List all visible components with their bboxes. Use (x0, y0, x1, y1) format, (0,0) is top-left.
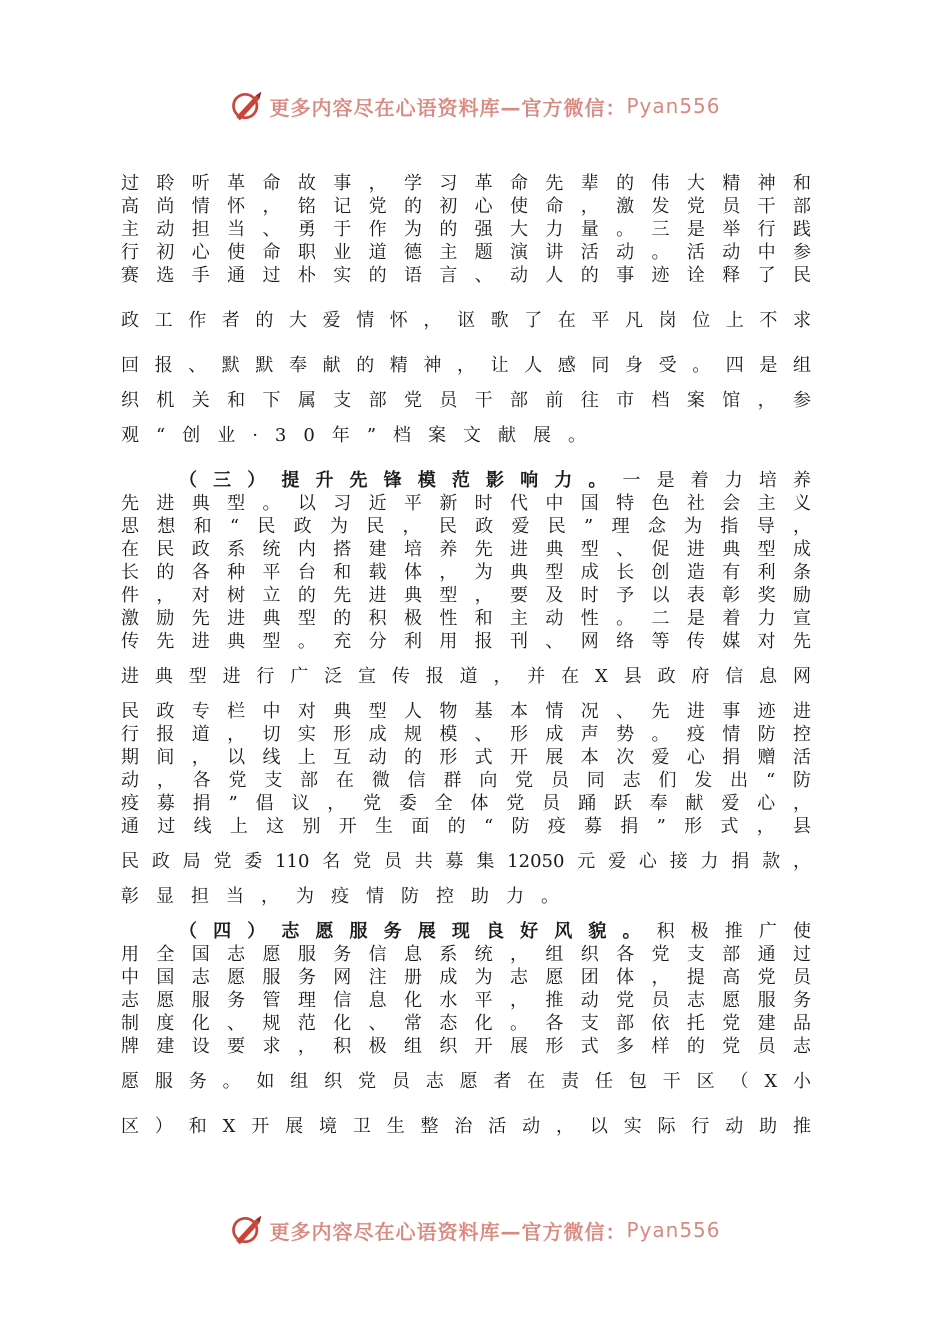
section-heading-line (121, 469, 811, 492)
text-line: 思想和“民政为民，民政爱民”理念为指导， (121, 516, 811, 537)
pen-logo-icon (229, 1212, 265, 1248)
header-banner-text: 更多内容尽在心语资料库—官方微信： (269, 95, 627, 120)
text-line: 行报道，切实形成规模、形成声势。疫情防控 (121, 724, 811, 745)
footer-banner-text: 更多内容尽在心语资料库—官方微信： (269, 1219, 627, 1244)
section-heading-line (121, 920, 811, 943)
text-line: 件，对树立的先进典型，要及时予以表彰奖励 (121, 585, 811, 606)
text-line: 志愿服务管理信息化水平，推动党员志愿服务 (121, 990, 811, 1011)
section-heading-4: （四）志愿服务展现良好风貌。 (179, 921, 657, 942)
text-line: 期间，以线上互动的形式开展本次爱心捐赠活 (121, 747, 811, 768)
text-line: 通过线上这别开生面的“防疫募捐”形式，县 (121, 816, 811, 837)
text-line: 在民政系统内搭建培养先进典型、促进典型成 (121, 539, 811, 560)
text-line: 进典型进行广泛宣传报道，并在X县政府信息网 (121, 666, 811, 687)
text-line: 区）和X开展境卫生整治活动，以实际行动助推 (121, 1116, 811, 1137)
text-line: 行初心使命职业道德主题演讲活动。活动中参 (121, 242, 811, 263)
text-line: 回报、默默奉献的精神，让人感同身受。四是组 (121, 355, 811, 376)
text-line: 观“创业·30年”档案文献展。 (121, 425, 604, 446)
text-line: 民政局党委110名党员共募集12050元爱心接力捐款， (121, 851, 811, 872)
text-line: 疫募捐”倡议，党委全体党员踊跃奉献爱心， (121, 793, 811, 814)
footer-wechat-id: Pyan556 (626, 1218, 721, 1242)
text-fragment: 一是着力培养 (622, 470, 812, 491)
section-heading-3: （三）提升先锋模范影响力。 (179, 470, 623, 491)
pen-logo-icon (229, 88, 265, 124)
header-wechat-id: Pyan556 (626, 94, 721, 118)
text-line: 用全国志愿服务信息系统，组织各党支部通过 (121, 944, 811, 965)
text-line: 传先进典型。充分利用报刊、网络等传媒对先 (121, 631, 811, 652)
text-line: 制度化、规范化、常态化。各支部依托党建品 (121, 1013, 811, 1034)
text-line: 彰显担当，为疫情防控助力。 (121, 886, 576, 907)
text-fragment: 积极推广使 (656, 921, 812, 942)
text-line: 赛选手通过朴实的语言、动人的事迹诠释了民 (121, 265, 811, 286)
header-banner (0, 86, 950, 126)
text-line: 主动担当、勇于作为的强大力量。三是举行践 (121, 219, 811, 240)
text-line: 先进典型。以习近平新时代中国特色社会主义 (121, 493, 811, 514)
text-line: 过聆听革命故事，学习革命先辈的伟大精神和 (121, 173, 811, 194)
paragraph-1 (121, 172, 811, 447)
text-line: 动，各党支部在微信群向党员同志们发出“防 (121, 770, 811, 791)
document-body (121, 172, 811, 1138)
footer-banner (0, 1210, 950, 1250)
text-line: 愿服务。如组织党员志愿者在责任包干区（X小 (121, 1071, 811, 1092)
text-line: 中国志愿服务网注册成为志愿团体，提高党员 (121, 967, 811, 988)
paragraph-3 (121, 920, 811, 1138)
text-line: 高尚情怀，铭记党的初心使命，激发党员干部 (121, 196, 811, 217)
text-line: 政工作者的大爱情怀，讴歌了在平凡岗位上不求 (121, 310, 811, 331)
paragraph-2 (121, 469, 811, 908)
text-line: 激励先进典型的积极性和主动性。二是着力宣 (121, 608, 811, 629)
text-line: 牌建设要求，积极组织开展形式多样的党员志 (121, 1036, 811, 1057)
text-line: 长的各种平台和载体，为典型成长创造有利条 (121, 562, 811, 583)
text-line: 织机关和下属支部党员干部前往市档案馆，参 (121, 390, 811, 411)
text-line: 民政专栏中对典型人物基本情况、先进事迹进 (121, 701, 811, 722)
